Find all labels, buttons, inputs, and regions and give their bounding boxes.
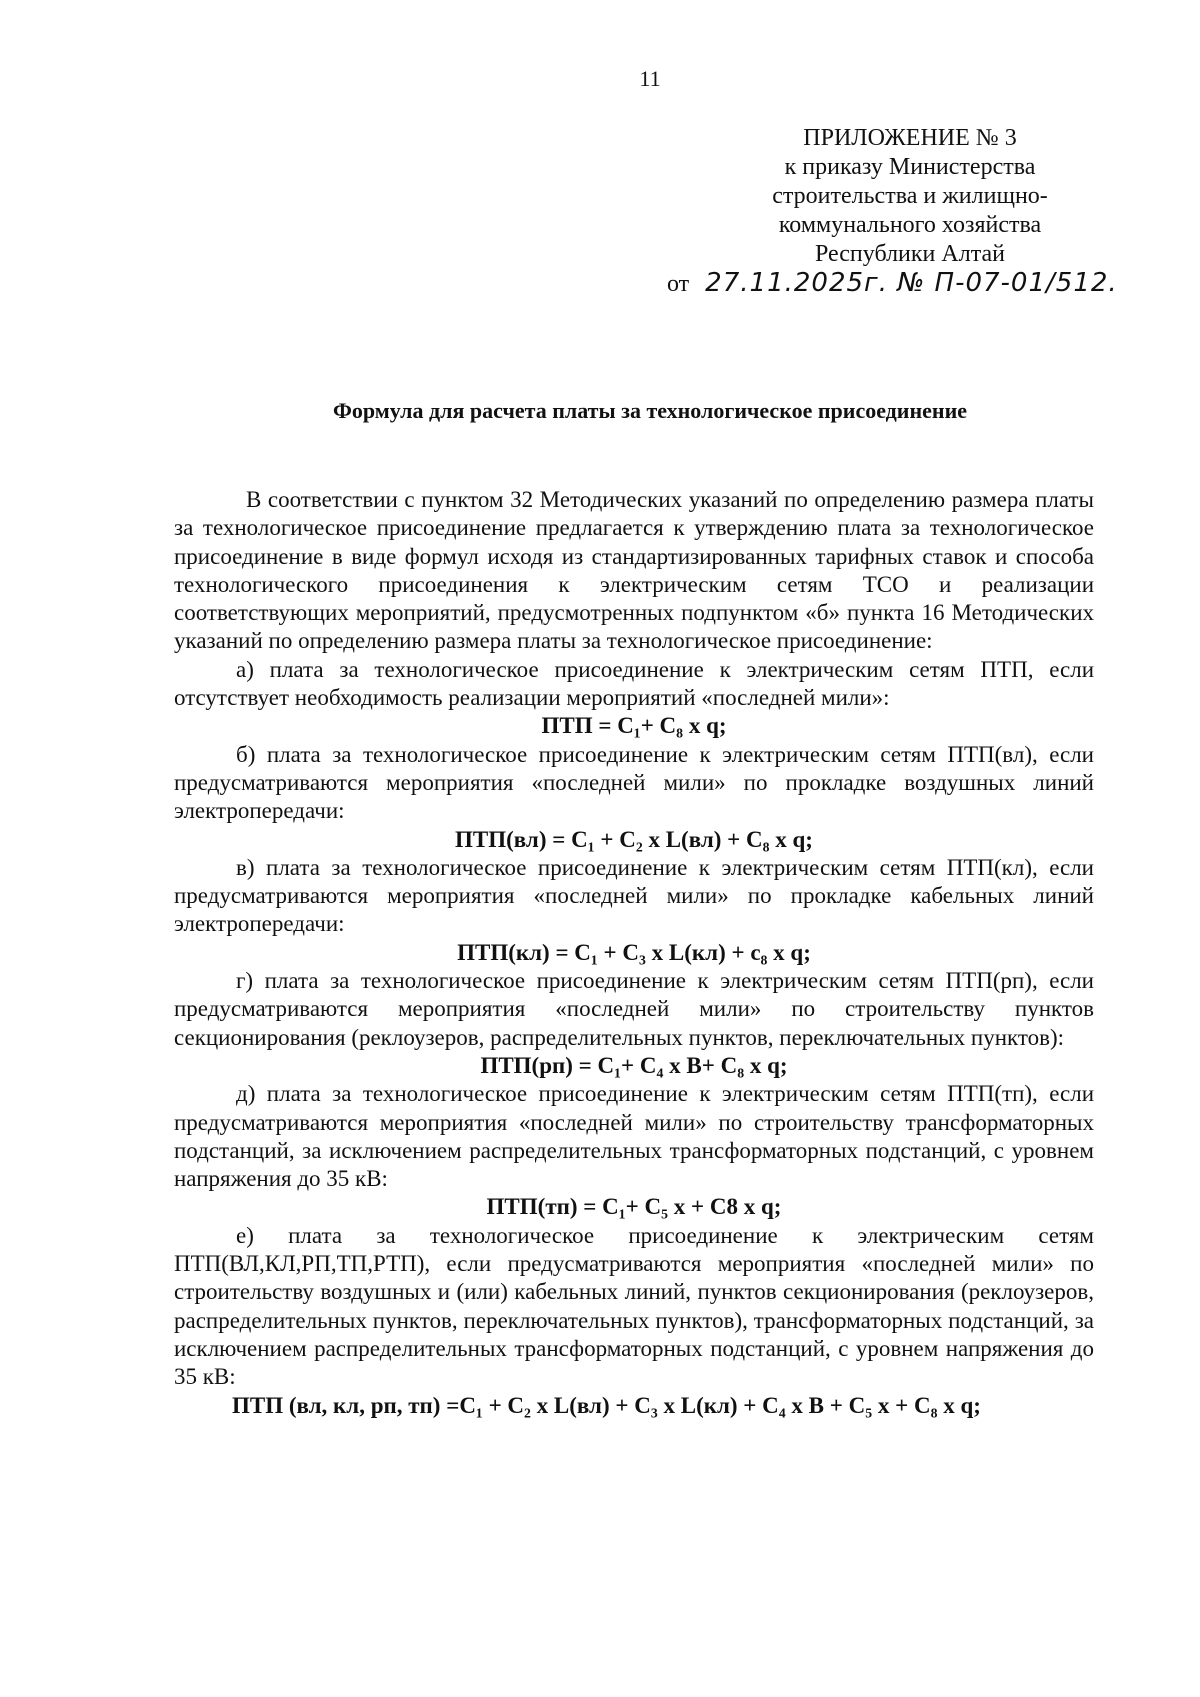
formula-a: ПТП = С₁+ С₈ х q; xyxy=(541,713,727,739)
item-b-text: б) плата за технологическое присоединение к электрическим сетям ПТП(вл), если предусматриваются мероприятия «последней мили» по прокладке воздушных линий электропередачи: xyxy=(174,741,1094,824)
date-prefix: от xyxy=(667,271,690,297)
item-d-text: г) плата за технологическое присоединение к электрическим сетям ПТП(рп), если предусматриваются мероприятия «последней мили» по строительству пунктов секционирования (реклоузеров, распределительных пунктов, переключательных пунктов): xyxy=(174,968,1094,1050)
formula-c: ПТП(кл) = С₁ + С₃ х L(кл) + с₈ х q; xyxy=(457,939,811,965)
appendix-block xyxy=(667,124,1120,299)
appendix-line-4: Республики Алтай xyxy=(815,241,1005,267)
appendix-date-line xyxy=(655,269,1120,299)
page-number: 11 xyxy=(639,66,661,91)
intro-paragraph: В соответствии с пунктом 32 Методических указаний по определению размера платы за технологическое присоединение предлагается к утверждению плата за технологическое присоединение в виде формул исходя из стандартизированных тарифных ставок и способа технологического присоединения к электрическим сетям ТСО и реализации соответствующих мероприятий, предусмотренных подпунктом «б» пункта 16 Методических указаний по определению размера платы за технологическое присоединение: xyxy=(174,487,1094,654)
formula-f: ПТП (вл, кл, рп, тп) =С₁ + С₂ х L(вл) + С₃ х L(кл) + С₄ х В + С₅ х + С₈ х q; xyxy=(232,1392,981,1418)
formula-b: ПТП(вл) = С₁ + С₂ х L(вл) + С₈ х q; xyxy=(455,826,813,852)
appendix-line-1: к приказу Министерства xyxy=(784,154,1036,180)
item-f-text: е) плата за технологическое присоединение к электрическим сетям ПТП(ВЛ,КЛ,РП,ТП,РТП), если предусматриваются мероприятия «последней мили» по строительству воздушных и (или) кабельных линий, пунктов секционирования (реклоузеров, распределительных пунктов, переключательных пунктов), трансформаторных подстанций, за исключением распределительных трансформаторных подстанций, с уровнем напряжения до 35 кВ: xyxy=(174,1222,1094,1390)
item-a-text: а) плата за технологическое присоединение к электрическим сетям ПТП, если отсутствует необходимость реализации мероприятий «последней мили»: xyxy=(174,656,1094,711)
document-body xyxy=(174,486,1094,1420)
document-title: Формула для расчета платы за технологическое присоединение xyxy=(332,398,968,423)
appendix-heading: ПРИЛОЖЕНИЕ № 3 xyxy=(803,125,1017,151)
appendix-line-2: строительства и жилищно- xyxy=(772,183,1048,209)
formula-e: ПТП(тп) = С₁+ С₅ х + С8 х q; xyxy=(486,1194,782,1220)
formula-d: ПТП(рп) = С₁+ С₄ х В+ С₈ х q; xyxy=(480,1052,788,1078)
handwritten-date-number: 27.11.2025г. № П-07-01/512. xyxy=(705,268,1118,298)
item-e-text: д) плата за технологическое присоединение к электрическим сетям ПТП(тп), если предусматриваются мероприятия «последней мили» по строительству трансформаторных подстанций, за исключением распределительных трансформаторных подстанций, с уровнем напряжения до 35 кВ: xyxy=(174,1081,1094,1192)
appendix-line-3: коммунального хозяйства xyxy=(778,212,1042,238)
item-c-text: в) плата за технологическое присоединение к электрическим сетям ПТП(кл), если предусматриваются мероприятия «последней мили» по прокладке кабельных линий электропередачи: xyxy=(174,854,1094,937)
